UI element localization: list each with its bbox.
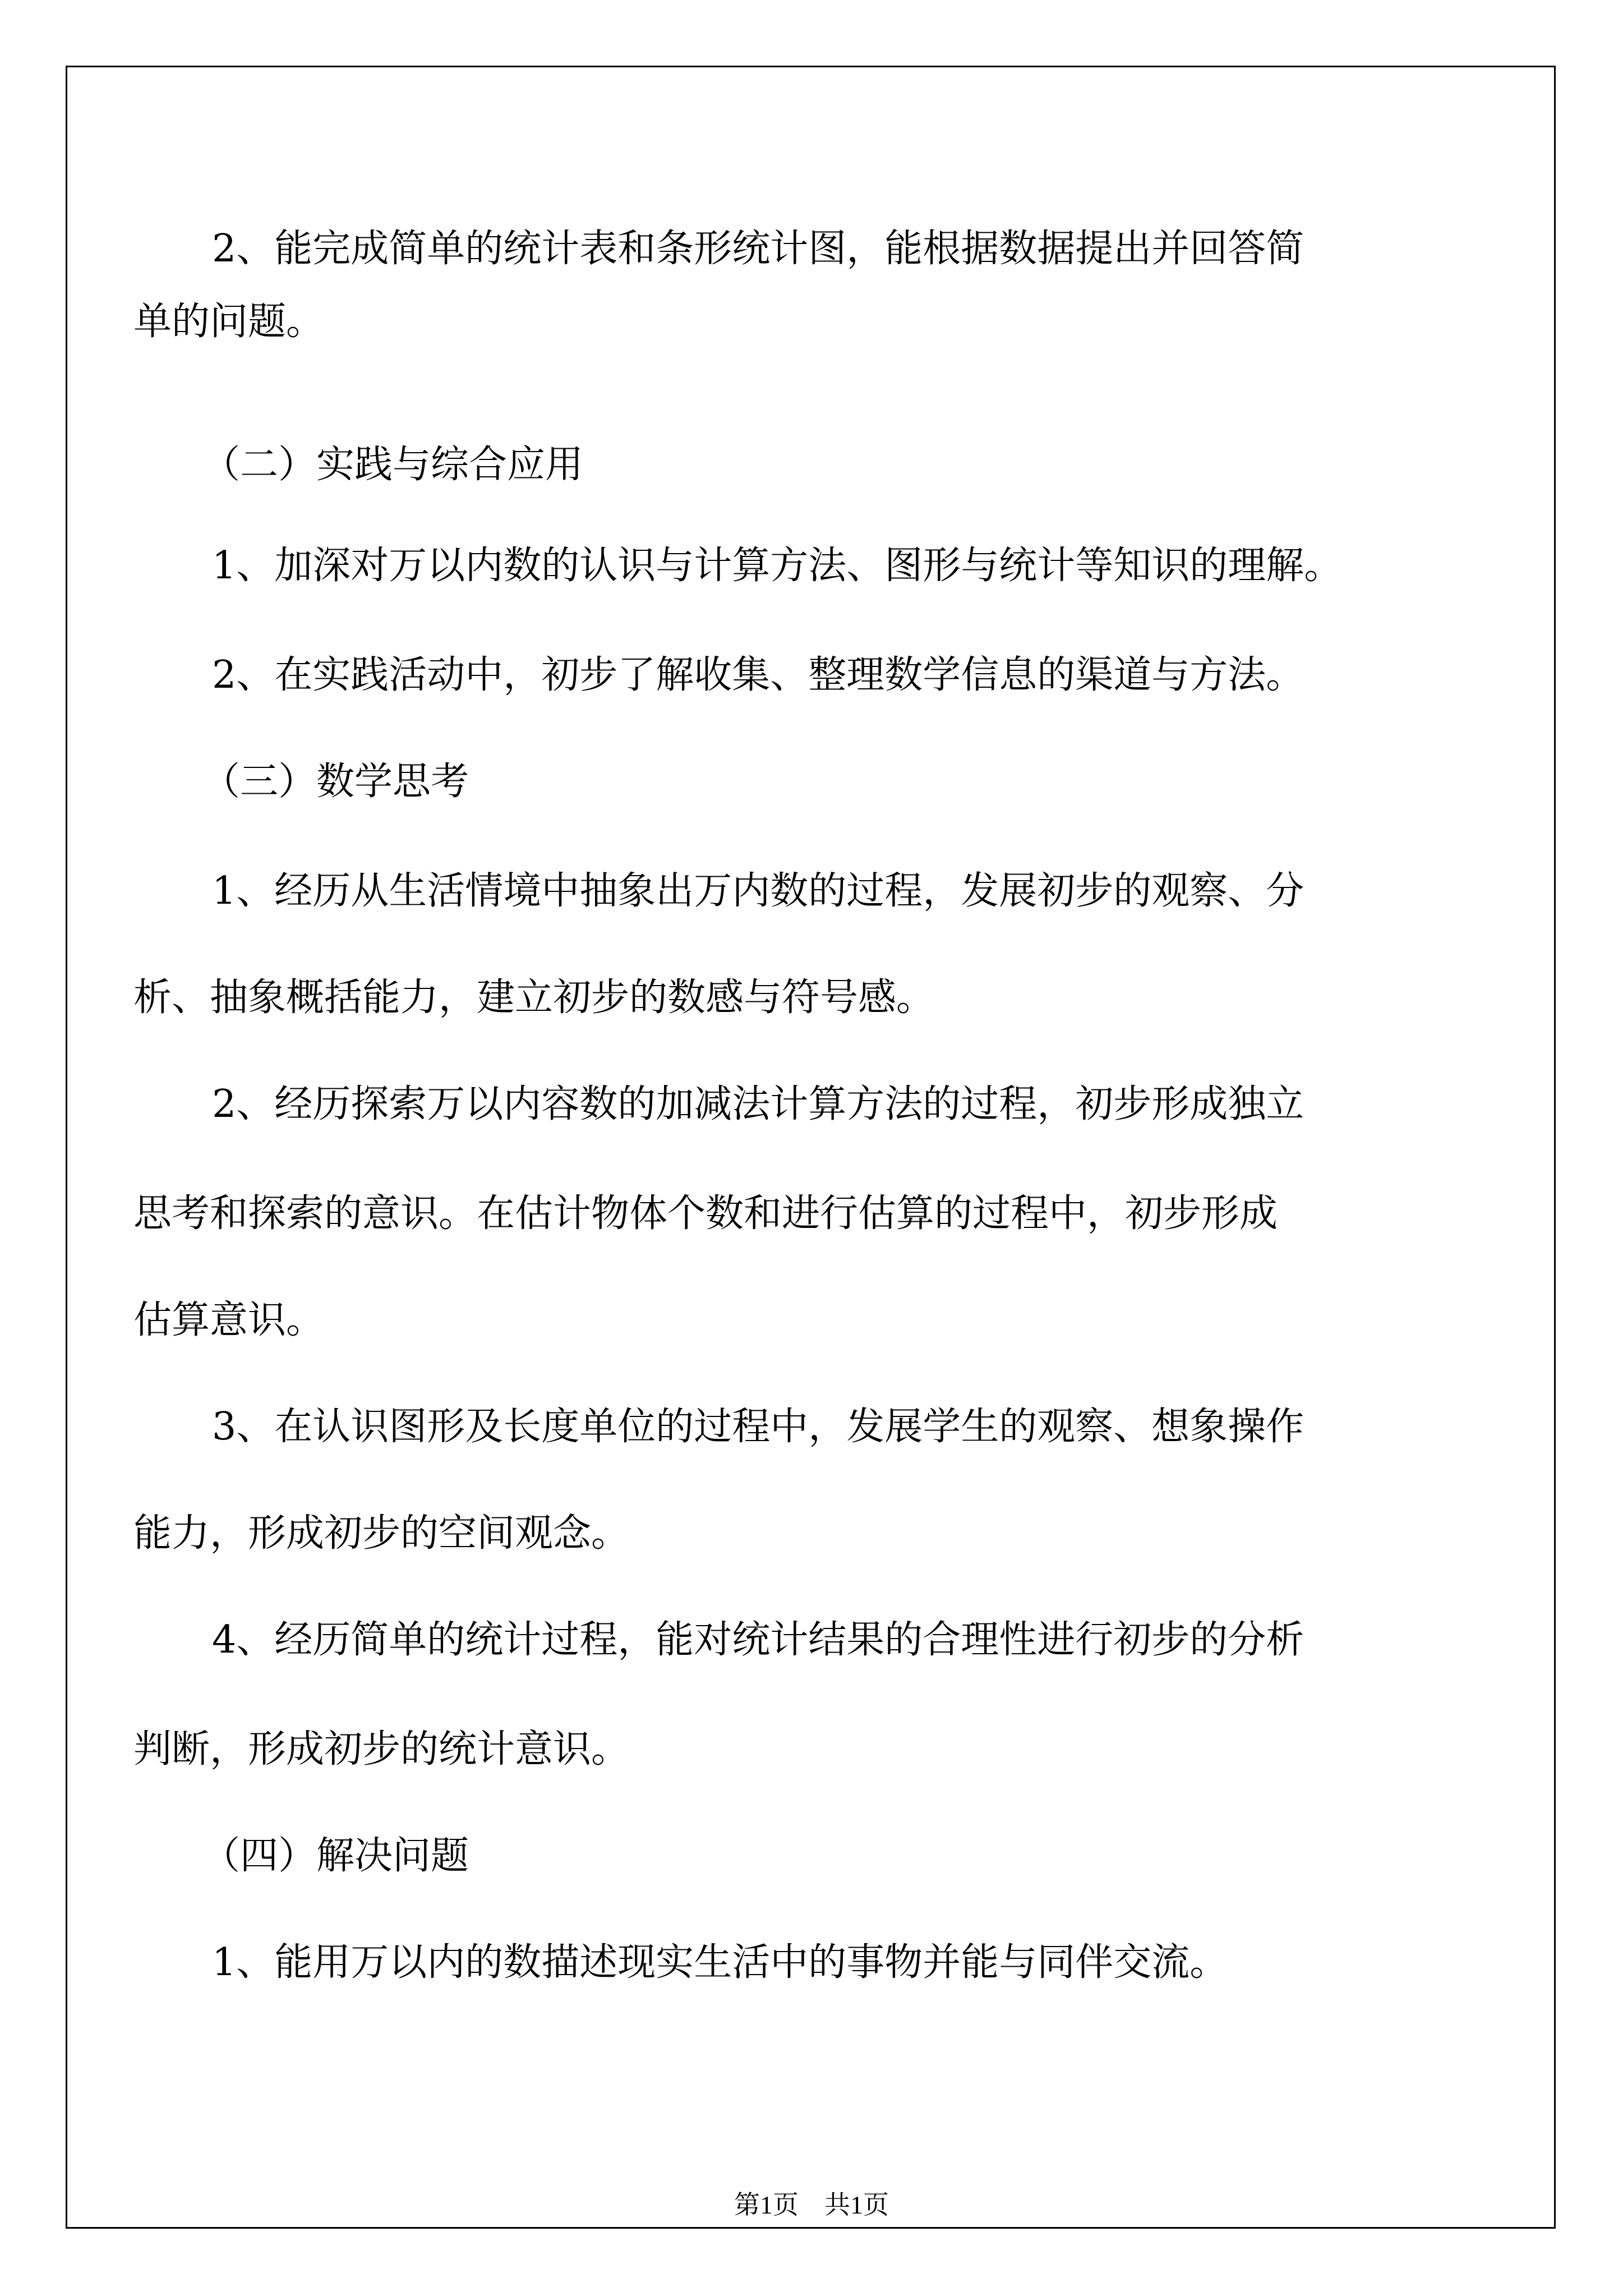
page-border bbox=[66, 66, 1556, 2229]
text-line: 1、能用万以内的数描述现实生活中的事物并能与同伴交流。 bbox=[212, 1940, 1228, 1985]
text-line: 4、经历简单的统计过程，能对统计结果的合理性进行初步的分析 bbox=[212, 1618, 1304, 1662]
section-heading: （二）实践与综合应用 bbox=[202, 443, 584, 487]
text-line: 估算意识。 bbox=[133, 1298, 325, 1342]
page-footer: 第1页 共1页 bbox=[734, 2191, 889, 2219]
text-line: 判断，形成初步的统计意识。 bbox=[133, 1727, 630, 1772]
text-line: 2、在实践活动中，初步了解收集、整理数学信息的渠道与方法。 bbox=[212, 653, 1304, 697]
text-line: 1、经历从生活情境中抽象出万内数的过程，发展初步的观察、分 bbox=[212, 869, 1304, 913]
text-line: 能力，形成初步的空间观念。 bbox=[133, 1511, 630, 1556]
text-line: 3、在认识图形及长度单位的过程中，发展学生的观察、想象操作 bbox=[212, 1405, 1304, 1449]
text-line: 2、能完成简单的统计表和条形统计图，能根据数据提出并回答简 bbox=[212, 227, 1304, 271]
text-line: 单的问题。 bbox=[133, 300, 325, 344]
text-line: 析、抽象概括能力，建立初步的数感与符号感。 bbox=[133, 976, 935, 1020]
text-line: 思考和探索的意识。在估计物体个数和进行估算的过程中，初步形成 bbox=[133, 1191, 1278, 1236]
section-heading: （四）解决问题 bbox=[202, 1834, 469, 1878]
section-heading: （三）数学思考 bbox=[202, 760, 469, 804]
text-line: 1、加深对万以内数的认识与计算方法、图形与统计等知识的理解。 bbox=[212, 544, 1343, 588]
text-line: 2、经历探索万以内容数的加减法计算方法的过程，初步形成独立 bbox=[212, 1082, 1304, 1126]
